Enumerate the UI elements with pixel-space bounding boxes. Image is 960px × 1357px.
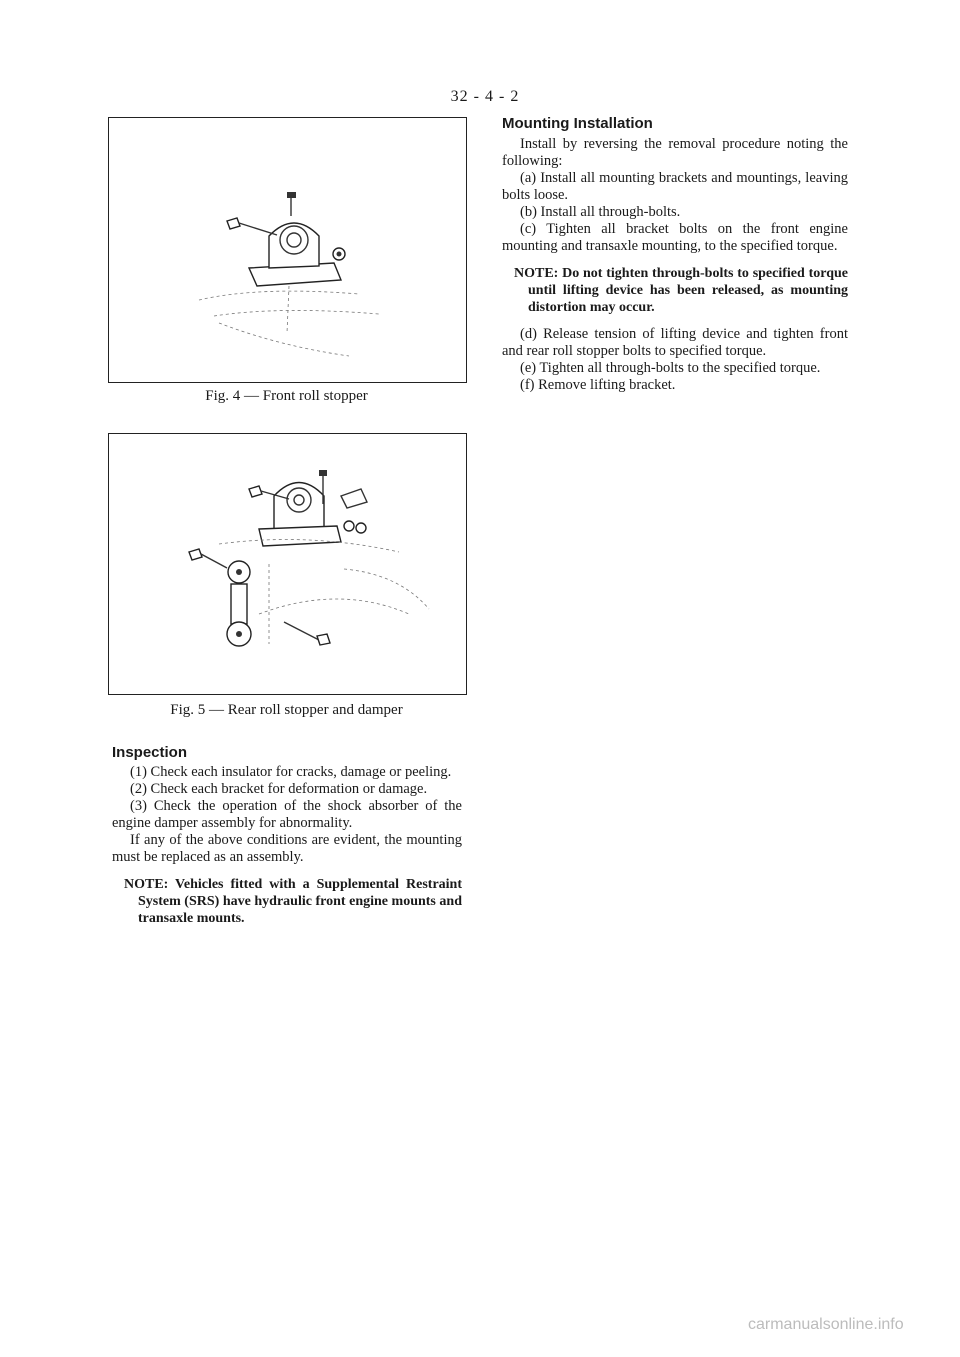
mounting-installation-body	[502, 136, 848, 394]
figure-rear-roll-stopper-and-damper	[108, 433, 467, 695]
page-number: 32 - 4 - 2	[450, 88, 520, 105]
installation-step-d: (d) Release tension of lifting device and tighten front and rear roll stopper bolts to specified torque.	[502, 326, 848, 359]
inspection-conclusion: If any of the above conditions are evident, the mounting must be replaced as an assembly.	[112, 832, 462, 865]
installation-step-e: (e) Tighten all through-bolts to the specified torque.	[520, 360, 821, 376]
inspection-heading: Inspection	[112, 744, 188, 761]
footer-watermark: carmanualsonline.info	[748, 1316, 904, 1333]
inspection-step-3: (3) Check the operation of the shock absorber of the engine damper assembly for abnormality.	[112, 798, 462, 831]
installation-step-b: (b) Install all through-bolts.	[520, 204, 681, 220]
installation-step-c: (c) Tighten all bracket bolts on the front engine mounting and transaxle mounting, to the specified torque.	[502, 221, 848, 254]
installation-intro: Install by reversing the removal procedure noting the following:	[502, 136, 848, 169]
installation-step-a: (a) Install all mounting brackets and mountings, leaving bolts loose.	[502, 170, 848, 203]
rear-roll-stopper-illustration	[109, 434, 466, 694]
installation-note: NOTE: Do not tighten through-bolts to specified torque until lifting device has been released, as mounting distortion may occur.	[514, 266, 848, 315]
inspection-note: NOTE: Vehicles fitted with a Supplemental Restraint System (SRS) have hydraulic front engine mounts and transaxle mounts.	[124, 877, 462, 926]
mounting-installation-heading: Mounting Installation	[502, 115, 653, 132]
figure-4-caption: Fig. 4 — Front roll stopper	[205, 388, 368, 404]
installation-step-f: (f) Remove lifting bracket.	[520, 377, 676, 393]
inspection-body	[112, 764, 462, 937]
front-roll-stopper-illustration	[109, 118, 466, 382]
figure-front-roll-stopper	[108, 117, 467, 383]
inspection-step-2: (2) Check each bracket for deformation or damage.	[130, 781, 428, 797]
figure-5-caption: Fig. 5 — Rear roll stopper and damper	[170, 702, 403, 718]
inspection-step-1: (1) Check each insulator for cracks, damage or peeling.	[130, 764, 452, 780]
